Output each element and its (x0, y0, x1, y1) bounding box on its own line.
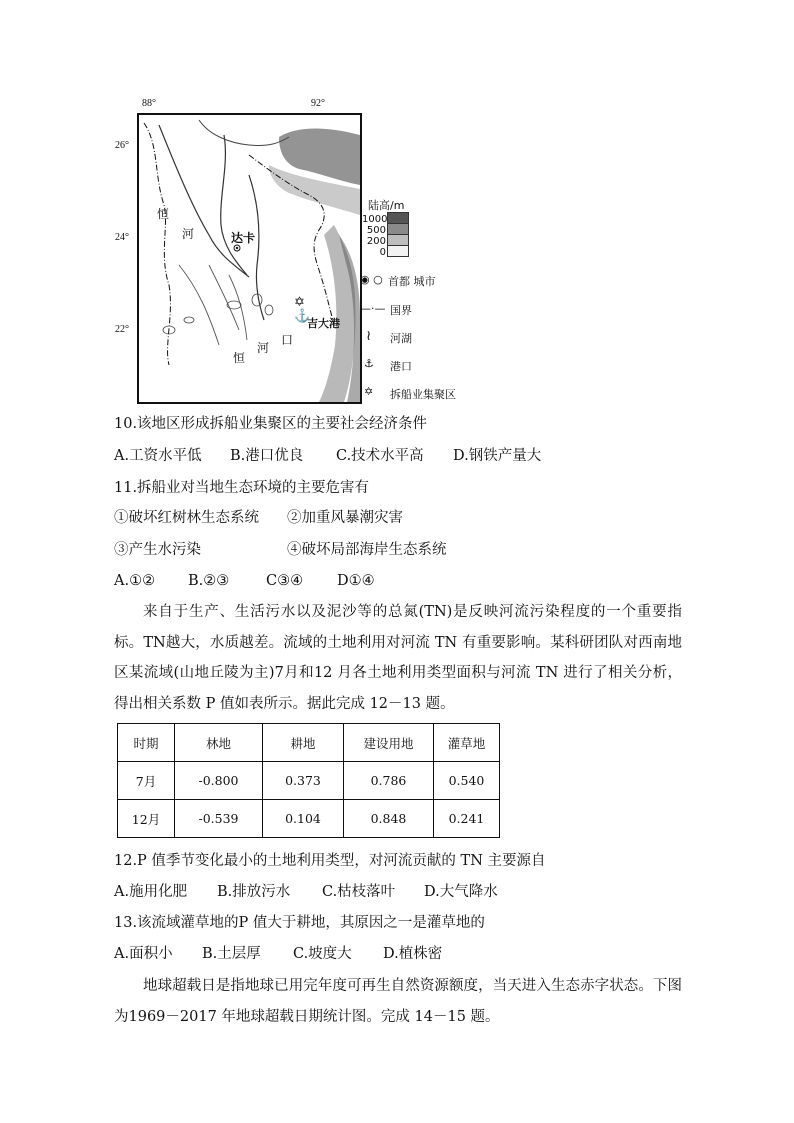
passage-overshoot: 地球超载日是指地球已用完年度可再生自然资源额度，当天进入生态赤字状态。下图为1969－2017 年地球超载日期统计图。完成 14－15 题。 (114, 978, 682, 1025)
table-row (118, 800, 500, 838)
elev-swatch-0 (387, 245, 409, 257)
q12-option-c: C.枯枝落叶 (322, 884, 396, 900)
legend-capital-city: 首都 城市 (388, 275, 436, 288)
legend-river-lake: 河湖 (390, 332, 412, 345)
lat-label-24: 24° (115, 232, 129, 243)
legend-border: 国界 (390, 304, 412, 317)
port-icon: ⚓ (364, 357, 374, 370)
ganges-river (159, 125, 249, 277)
q10-option-b: B.港口优良 (230, 448, 304, 464)
table-header: 灌草地 (434, 724, 500, 762)
elevation-legend-title: 陆高/m (368, 199, 405, 212)
q10-option-c: C.技术水平高 (336, 448, 424, 464)
q11-item-2: ②加重风暴潮灾害 (287, 510, 403, 526)
table-header: 耕地 (263, 724, 344, 762)
map-drawing (139, 115, 360, 402)
port-anchor-icon: ⚓ (294, 309, 311, 324)
brahmaputra-river (221, 135, 247, 275)
river-lake-icon: ≀ (366, 328, 372, 344)
shipbreaking-cluster-icon: ✡ (364, 385, 374, 398)
north-river (199, 120, 289, 146)
table-cell: 0.104 (263, 800, 344, 838)
border-line-icon: —·— (360, 302, 386, 315)
q12-option-a: A.施用化肥 (114, 884, 188, 900)
table-cell: 12月 (118, 800, 175, 838)
elev-val-1000: 1000 (362, 214, 388, 225)
q10-stem: 10.该地区形成拆船业集聚区的主要社会经济条件 (114, 416, 428, 432)
table-header: 时期 (118, 724, 175, 762)
table-header: 建设用地 (344, 724, 434, 762)
lon-label-92: 92° (311, 98, 325, 109)
legend-port: 港口 (390, 360, 412, 373)
q11-item-4: ④破坏局部海岸生态系统 (287, 542, 447, 558)
label-estuary-3: 口 (281, 333, 294, 347)
label-chittagong: 吉大港 (307, 317, 340, 330)
table-cell: 0.241 (434, 800, 500, 838)
table-header-row (118, 724, 500, 762)
q13-stem: 13.该流域灌草地的P 值大于耕地，其原因之一是灌草地的 (114, 915, 485, 931)
eastern-hills (319, 225, 356, 402)
lon-label-88: 88° (142, 98, 156, 109)
q13-option-a: A.面积小 (114, 946, 173, 962)
q10-option-d: D.钢铁产量大 (453, 448, 542, 464)
q11-option-a: A.①② (114, 573, 156, 589)
q11-option-b: B.②③ (188, 573, 230, 589)
q13-option-d: D.植株密 (383, 946, 443, 962)
passage-tn: 来自于生产、生活污水以及泥沙等的总氮(TN)是反映河流污染程度的一个重要指标。TN越大，水质越差。流域的土地利用对河流 TN 有重要影响。某科研团队对西南地区某流域(山地丘陵为主)7月和12 月各土地利用类型面积与河流 TN 进行了相关分析，得出相关系数 P 值如表所示。据此完成 12－13 题。 (114, 604, 682, 712)
label-river-1: 恒 (157, 207, 170, 221)
shipbreaking-icon: ✡ (294, 295, 305, 310)
label-river-2: 河 (182, 227, 195, 241)
q11-option-c: C③④ (266, 573, 304, 589)
q13-option-c: C.坡度大 (293, 946, 352, 962)
q13-option-b: B.土层厚 (202, 946, 261, 962)
label-estuary-2: 河 (257, 341, 270, 355)
q11-item-3: ③产生水污染 (114, 542, 201, 558)
lat-label-22: 22° (115, 324, 129, 335)
table-header: 林地 (175, 724, 263, 762)
legend-shipbreaking: 拆船业集聚区 (390, 388, 456, 401)
table-cell: -0.539 (175, 800, 263, 838)
table-cell: -0.800 (175, 762, 263, 800)
q12-option-d: D.大气降水 (424, 884, 498, 900)
table-cell: 0.540 (434, 762, 500, 800)
q11-item-1: ①破坏红树林生态系统 (114, 510, 259, 526)
elev-val-0: 0 (379, 247, 386, 258)
map-bangladesh (137, 113, 362, 404)
table-row (118, 762, 500, 800)
table-cell: 0.786 (344, 762, 434, 800)
p-value-table (117, 723, 500, 838)
q11-stem: 11.拆船业对当地生态环境的主要危害有 (114, 480, 370, 496)
delta-branches (179, 265, 247, 345)
table-cell: 0.848 (344, 800, 434, 838)
q12-stem: 12.P 值季节变化最小的土地利用类型，对河流贡献的 TN 主要源自 (114, 853, 546, 869)
lat-label-26: 26° (115, 140, 129, 151)
q12-option-b: B.排放污水 (217, 884, 291, 900)
table-cell: 0.373 (263, 762, 344, 800)
q11-option-d: D①④ (337, 573, 375, 589)
elev-val-200: 200 (366, 236, 386, 247)
q10-option-a: A.工资水平低 (114, 448, 202, 464)
capital-city-icon: ◉ ○ (360, 273, 383, 286)
label-estuary-1: 恒 (233, 351, 246, 365)
label-dhaka: 达卡 (231, 231, 256, 245)
table-cell: 7月 (118, 762, 175, 800)
elev-val-500: 500 (366, 225, 386, 236)
